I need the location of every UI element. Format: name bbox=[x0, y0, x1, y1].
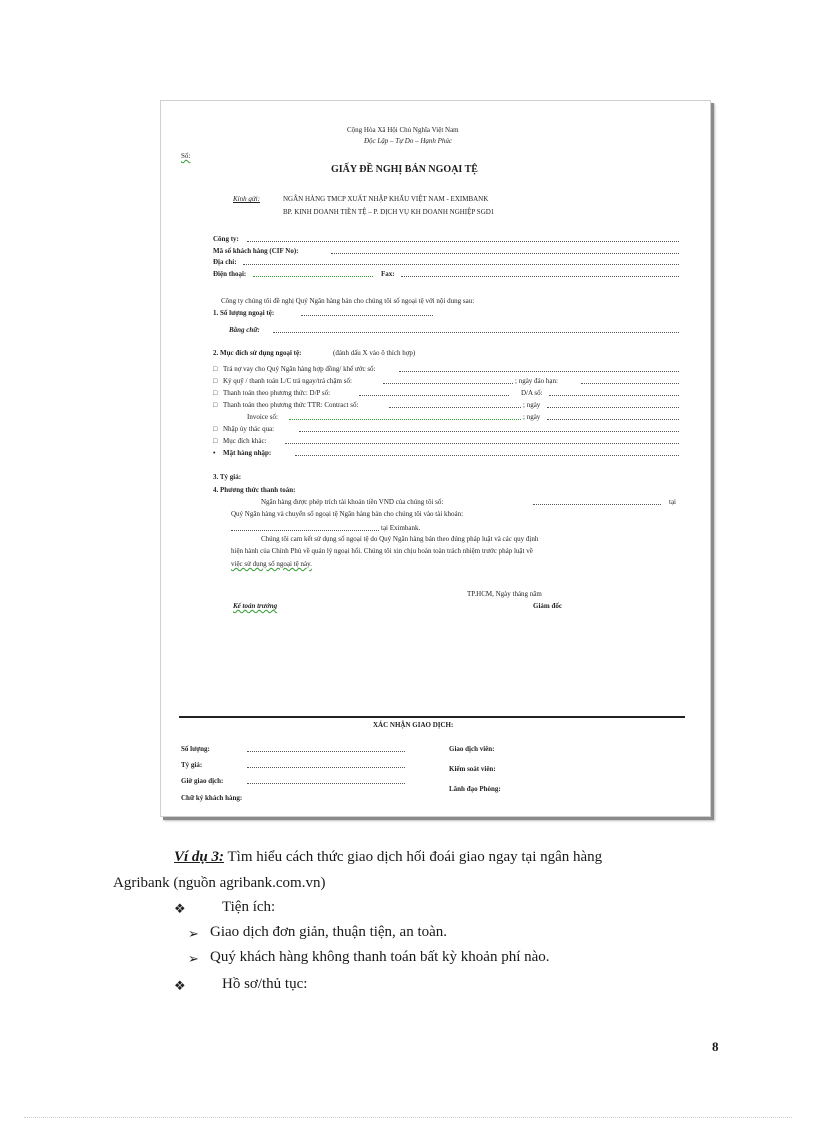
form-field-dia-chi: Địa chỉ: bbox=[213, 258, 237, 266]
form-dotline bbox=[549, 395, 679, 396]
form-dotline bbox=[247, 241, 679, 242]
form-recipient-2: BP. KINH DOANH TIỀN TỆ – P. DỊCH VỤ KH DOANH NGHIỆP SGD1 bbox=[283, 208, 495, 216]
arrow-bullet-icon: ➢ bbox=[188, 926, 199, 941]
form-commit-2: hiện hành của Chính Phủ về quản lý ngoại hối. Chúng tôi xin chịu hoàn toàn trách nhiệm trước pháp luật về bbox=[231, 547, 533, 555]
example-text-1: Tìm hiểu cách thức giao dịch hối đoái giao ngay tại ngân hàng bbox=[224, 849, 603, 865]
form-recipient-1: NGÂN HÀNG TMCP XUẤT NHẬP KHẨU VIỆT NAM - EXIMBANK bbox=[283, 195, 489, 203]
form-intro: Công ty chúng tôi đề nghị Quý Ngân hàng bán cho chúng tôi số ngoại tệ với nội dung sau: bbox=[221, 297, 475, 305]
form-s4-line1: Ngân hàng được phép trích tài khoản tiền VND của chúng tôi số: bbox=[261, 498, 444, 506]
form-confirm-ty-gia: Tỷ giá: bbox=[181, 761, 203, 769]
form-dotline bbox=[383, 383, 513, 384]
form-confirm-ldp: Lãnh đạo Phòng: bbox=[449, 785, 501, 793]
form-dotline bbox=[331, 253, 679, 254]
page-number: 8 bbox=[712, 1039, 719, 1054]
form-sign-date: TP.HCM, Ngày tháng năm bbox=[467, 590, 542, 598]
form-separator bbox=[179, 716, 685, 718]
form-commit-3: việc sử dụng số ngoại tệ này. bbox=[231, 560, 312, 568]
form-dotline bbox=[301, 315, 433, 316]
form-confirm-so-luong: Số lượng: bbox=[181, 745, 210, 753]
form-dotline bbox=[285, 443, 679, 444]
form-title: GIẤY ĐỀ NGHỊ BÁN NGOẠI TỆ bbox=[331, 164, 478, 175]
form-dotline bbox=[295, 455, 679, 456]
form-bullet: • bbox=[213, 449, 216, 457]
form-dotline bbox=[389, 407, 521, 408]
form-dotline bbox=[273, 332, 679, 333]
form-purpose-3: Thanh toán theo phương thức: D/P số: bbox=[223, 389, 331, 397]
form-purpose-7: Mặt hàng nhập: bbox=[223, 449, 272, 457]
form-s4-line3: tại Eximbank. bbox=[381, 524, 421, 532]
form-section-1: 1. Số lượng ngoại tệ: bbox=[213, 309, 275, 317]
form-bang-chu: Bằng chữ: bbox=[229, 326, 260, 334]
list-item-2: Quý khách hàng không thanh toán bất kỳ khoản phí nào. bbox=[210, 949, 550, 965]
example-text-2: Agribank (nguồn agribank.com.vn) bbox=[113, 875, 326, 891]
form-purpose-5: Nhập ủy thác qua: bbox=[223, 425, 275, 433]
form-purpose-6: Mục đích khác: bbox=[223, 437, 267, 445]
form-field-cong-ty: Công ty: bbox=[213, 235, 239, 243]
form-dotline bbox=[299, 431, 679, 432]
form-confirm-gdv: Giao dịch viên: bbox=[449, 745, 495, 753]
form-section-4: 4. Phương thức thanh toán: bbox=[213, 486, 296, 494]
form-section-2-note: (đánh dấu X vào ô thích hợp) bbox=[333, 349, 416, 357]
form-checkbox: □ bbox=[213, 401, 218, 409]
form-dotline bbox=[359, 395, 509, 396]
form-purpose-3-b: D/A số: bbox=[521, 389, 543, 397]
section-ho-so: Hồ sơ/thủ tục: bbox=[222, 976, 308, 992]
form-s4-line1-tail: tại bbox=[669, 498, 676, 506]
form-purpose-1: Trả nợ vay cho Quý Ngân hàng hợp đồng/ khế ước số: bbox=[223, 365, 376, 373]
form-dotline bbox=[289, 419, 521, 420]
form-so-label: Số: bbox=[181, 152, 191, 160]
form-checkbox: □ bbox=[213, 365, 218, 373]
form-dotline bbox=[581, 383, 679, 384]
form-confirm-ksv: Kiểm soát viên: bbox=[449, 765, 496, 773]
form-purpose-4: Thanh toán theo phương thức TTR: Contract số: bbox=[223, 401, 359, 409]
diamond-bullet-icon: ❖ bbox=[174, 901, 186, 916]
form-section-3: 3. Tỷ giá: bbox=[213, 473, 242, 481]
form-dotline bbox=[243, 264, 679, 265]
form-checkbox: □ bbox=[213, 377, 218, 385]
form-confirm-gio: Giờ giao dịch: bbox=[181, 777, 224, 785]
form-dotline bbox=[247, 783, 405, 784]
form-dotline bbox=[547, 407, 679, 408]
section-tien-ich: Tiện ích: bbox=[222, 899, 276, 915]
form-section-2: 2. Mục đích sử dụng ngoại tệ: bbox=[213, 349, 302, 357]
form-purpose-2-due: ; ngày đáo hạn: bbox=[515, 377, 558, 385]
form-field-ma-so: Mã số khách hàng (CIF No): bbox=[213, 247, 299, 255]
form-purpose-4-date: ; ngày bbox=[523, 401, 541, 409]
form-dotline bbox=[231, 530, 379, 531]
form-ke-toan: Kế toán trưởng bbox=[233, 602, 278, 610]
form-s4-line2: Quý Ngân hàng và chuyển số ngoại tệ Ngân hàng bán cho chúng tôi vào tài khoản: bbox=[231, 510, 464, 518]
form-giam-doc: Giám đốc bbox=[533, 602, 562, 610]
form-dotline bbox=[247, 751, 405, 752]
form-commit-1: Chúng tôi cam kết sử dụng số ngoại tệ do Quý Ngân hàng bán theo đúng pháp luật và các quy định bbox=[261, 535, 539, 543]
footer-divider bbox=[24, 1117, 792, 1118]
form-purpose-2: Ký quỹ / thanh toán L/C trả ngay/trả chậm số: bbox=[223, 377, 352, 385]
form-kinh-gui: Kính gửi: bbox=[233, 195, 260, 203]
embedded-form-image bbox=[160, 100, 711, 817]
form-field-dien-thoai: Điện thoại: bbox=[213, 270, 247, 278]
form-dotline bbox=[401, 276, 679, 277]
form-dotline bbox=[399, 371, 679, 372]
form-header-line1: Cộng Hòa Xã Hội Chủ Nghĩa Việt Nam bbox=[347, 126, 459, 134]
example-label: Ví dụ 3: bbox=[174, 849, 225, 865]
form-dotline bbox=[533, 504, 661, 505]
form-checkbox: □ bbox=[213, 437, 218, 445]
form-checkbox: □ bbox=[213, 389, 218, 397]
form-header-line2: Độc Lập – Tự Do – Hạnh Phúc bbox=[364, 137, 453, 145]
form-dotline bbox=[247, 767, 405, 768]
arrow-bullet-icon: ➢ bbox=[188, 951, 199, 966]
form-purpose-4-invoice: Invoice số: bbox=[247, 413, 278, 421]
form-checkbox: □ bbox=[213, 425, 218, 433]
list-item-1: Giao dịch đơn giản, thuận tiện, an toàn. bbox=[210, 924, 448, 940]
form-purpose-4-inv-date: ; ngày bbox=[523, 413, 541, 421]
form-dotline bbox=[253, 276, 373, 277]
form-dotline bbox=[547, 419, 679, 420]
form-confirm-title: XÁC NHẬN GIAO DỊCH: bbox=[373, 721, 454, 729]
example-paragraph-line1 bbox=[174, 848, 718, 867]
form-field-fax: Fax: bbox=[381, 270, 395, 278]
form-confirm-chu-ky: Chữ ký khách hàng: bbox=[181, 794, 243, 802]
diamond-bullet-icon: ❖ bbox=[174, 978, 186, 993]
